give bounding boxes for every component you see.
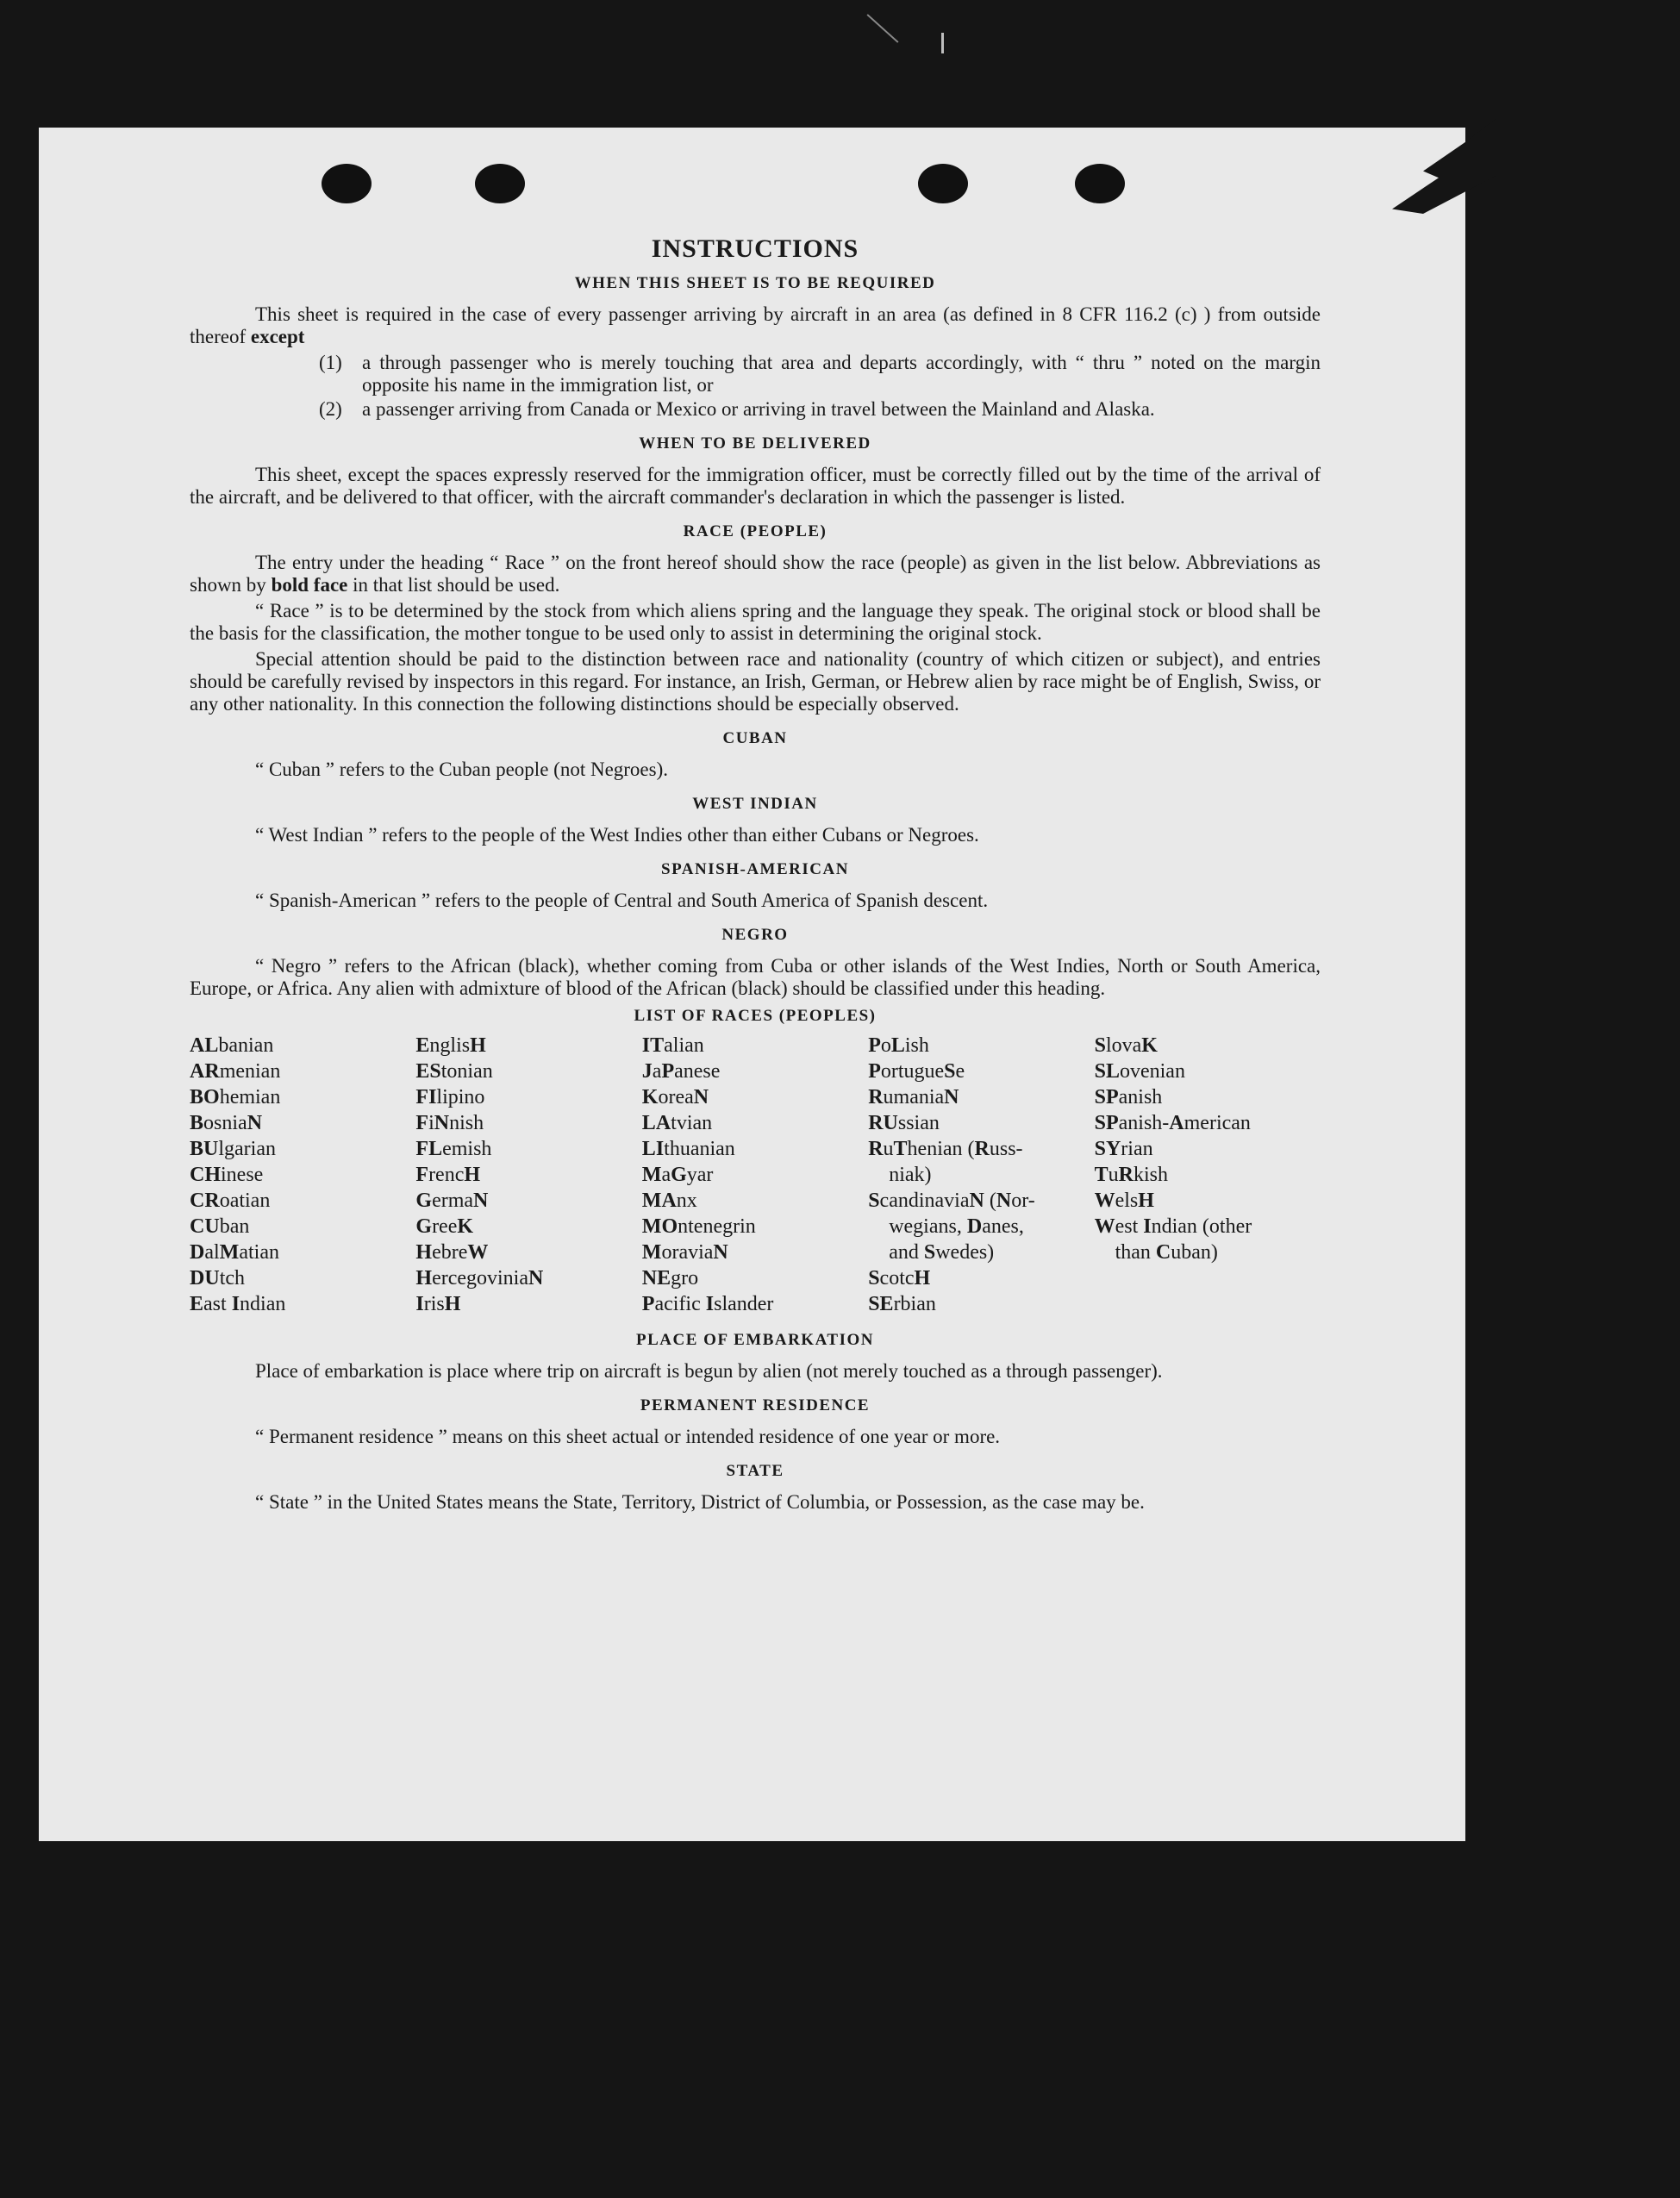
- race-entry: MOntenegrin: [641, 1215, 756, 1238]
- page-title: INSTRUCTIONS: [651, 234, 859, 263]
- race-entry: than Cuban): [1115, 1241, 1218, 1264]
- section-heading: WHEN TO BE DELIVERED: [639, 434, 871, 453]
- section-heading: NEGRO: [721, 926, 789, 944]
- race-entry: SPanish: [1094, 1086, 1163, 1108]
- race-entry: RuThenian (Russ-: [868, 1138, 1023, 1160]
- races-column: [1095, 1033, 1321, 1317]
- race-entry: BUlgarian: [190, 1138, 276, 1160]
- section-heading: PERMANENT RESIDENCE: [640, 1396, 871, 1414]
- section-heading: WHEN THIS SHEET IS TO BE REQUIRED: [574, 274, 936, 292]
- race-entry: BosniaN: [190, 1112, 263, 1134]
- race-entry: EnglisH: [415, 1034, 486, 1057]
- race-entry: MAnx: [641, 1190, 697, 1212]
- race-entry: ALbanian: [190, 1034, 274, 1057]
- section-heading: STATE: [726, 1462, 784, 1480]
- race-entry: wegians, Danes,: [889, 1215, 1024, 1238]
- race-entry: niak): [889, 1164, 932, 1186]
- section-heading: LIST OF RACES (PEOPLES): [634, 1007, 877, 1025]
- race-entry: DUtch: [190, 1267, 246, 1289]
- film-scratch: [866, 14, 898, 43]
- paragraph: The entry under the heading “ Race ” on the front hereof should show the race (people) as given in the list below. Abbreviations as shown by bold face in that list should be used.: [190, 552, 1321, 596]
- race-entry: CRoatian: [190, 1190, 271, 1212]
- punch-hole: [475, 164, 525, 203]
- paragraph: Place of embarkation is place where trip on aircraft is begun by alien (not merely touched as a through passenger).: [255, 1360, 1163, 1382]
- race-entry: FLemish: [415, 1138, 492, 1160]
- section-heading: WEST INDIAN: [692, 795, 818, 813]
- paragraph: “ Spanish-American ” refers to the people of Central and South America of Spanish descent.: [255, 890, 989, 911]
- film-frame-mark: [941, 33, 944, 53]
- punch-hole: [918, 164, 968, 203]
- race-entry: TuRkish: [1094, 1164, 1168, 1186]
- list-item: (1) a through passenger who is merely touching that area and departs accordingly, with “ thru ” noted on the margin opposite his name in the immigration list, or: [319, 352, 1321, 396]
- race-entry: FIlipino: [415, 1086, 485, 1108]
- race-entry: BOhemian: [190, 1086, 281, 1108]
- race-entry: WelsH: [1094, 1190, 1154, 1212]
- race-entry: MaGyar: [641, 1164, 714, 1186]
- section-heading: SPANISH-AMERICAN: [661, 860, 849, 878]
- race-entry: SYrian: [1094, 1138, 1153, 1160]
- race-entry: JaPanese: [641, 1060, 721, 1083]
- paragraph: Special attention should be paid to the distinction between race and nationality (country of which citizen or subject), and entries should be carefully revised by inspectors in this regard. For instance, an Irish, German, or Hebrew alien by race might be of English, Swiss, or any other nationality. In this connection the following distinctions should be especially observed.: [190, 648, 1321, 715]
- section-heading: CUBAN: [722, 729, 788, 747]
- race-entry: ScotcH: [868, 1267, 931, 1289]
- race-entry: ScandinaviaN (Nor-: [868, 1190, 1035, 1212]
- paragraph: This sheet is required in the case of every passenger arriving by aircraft in an area (as defined in 8 CFR 116.2 (c) ) from outside thereof except: [190, 303, 1321, 347]
- race-entry: SLovenian: [1094, 1060, 1185, 1083]
- race-entry: DalMatian: [190, 1241, 279, 1264]
- race-entry: East Indian: [190, 1293, 286, 1315]
- race-entry: EStonian: [415, 1060, 493, 1083]
- race-entry: and Swedes): [889, 1241, 995, 1264]
- race-entry: FiNnish: [415, 1112, 484, 1134]
- race-entry: HercegoviniaN: [415, 1267, 544, 1289]
- race-entry: SErbian: [868, 1293, 936, 1315]
- races-column: [642, 1033, 868, 1317]
- race-entry: NEgro: [641, 1267, 699, 1289]
- section-heading: PLACE OF EMBARKATION: [636, 1331, 874, 1349]
- list-item: (2) a passenger arriving from Canada or Mexico or arriving in travel between the Mainland and Alaska.: [319, 398, 1155, 420]
- race-entry: IrisH: [415, 1293, 461, 1315]
- race-entry: GreeK: [415, 1215, 474, 1238]
- races-list: [190, 1033, 1321, 1317]
- race-entry: PoLish: [868, 1034, 929, 1057]
- races-column: [868, 1033, 1094, 1317]
- race-entry: LIthuanian: [641, 1138, 735, 1160]
- paragraph: “ West Indian ” refers to the people of the West Indies other than either Cubans or Negroes.: [255, 824, 979, 846]
- race-entry: LAtvian: [641, 1112, 713, 1134]
- section-heading: RACE (PEOPLE): [683, 522, 828, 540]
- paragraph: “ Permanent residence ” means on this sheet actual or intended residence of one year or more.: [255, 1426, 1001, 1447]
- instructions-content: [190, 234, 1321, 1517]
- race-entry: HebreW: [415, 1241, 489, 1264]
- race-entry: RumaniaN: [868, 1086, 959, 1108]
- race-entry: PortugueSe: [868, 1060, 965, 1083]
- paragraph: This sheet, except the spaces expressly reserved for the immigration officer, must be correctly filled out by the time of the arrival of the aircraft, and be delivered to that officer, with the aircraft commander's declaration in which the passenger is listed.: [190, 464, 1321, 508]
- race-entry: SlovaK: [1094, 1034, 1158, 1057]
- punch-hole: [1075, 164, 1125, 203]
- races-column: [190, 1033, 415, 1317]
- race-entry: RUssian: [868, 1112, 940, 1134]
- races-column: [415, 1033, 641, 1317]
- race-entry: ITalian: [641, 1034, 704, 1057]
- race-entry: ARmenian: [190, 1060, 281, 1083]
- race-entry: FrencH: [415, 1164, 481, 1186]
- paragraph: “ Race ” is to be determined by the stock from which aliens spring and the language they speak. The original stock or blood shall be the basis for the classification, the mother tongue to be used only to assist in determining the original stock.: [190, 600, 1321, 644]
- paragraph: “ State ” in the United States means the State, Territory, District of Columbia, or Possession, as the case may be.: [255, 1491, 1145, 1513]
- race-entry: CHinese: [190, 1164, 264, 1186]
- race-entry: West Indian (other: [1094, 1215, 1252, 1238]
- race-entry: Pacific Islander: [641, 1293, 774, 1315]
- paragraph: “ Negro ” refers to the African (black), whether coming from Cuba or other islands of the West Indies, North or South America, Europe, or Africa. Any alien with admixture of blood of the African (black) should be classified under this heading.: [190, 955, 1321, 999]
- paragraph: “ Cuban ” refers to the Cuban people (not Negroes).: [255, 759, 669, 780]
- punch-hole: [322, 164, 372, 203]
- race-entry: CUban: [190, 1215, 250, 1238]
- race-entry: KoreaN: [641, 1086, 709, 1108]
- race-entry: GermaN: [415, 1190, 489, 1212]
- race-entry: MoraviaN: [641, 1241, 728, 1264]
- race-entry: SPanish-American: [1094, 1112, 1251, 1134]
